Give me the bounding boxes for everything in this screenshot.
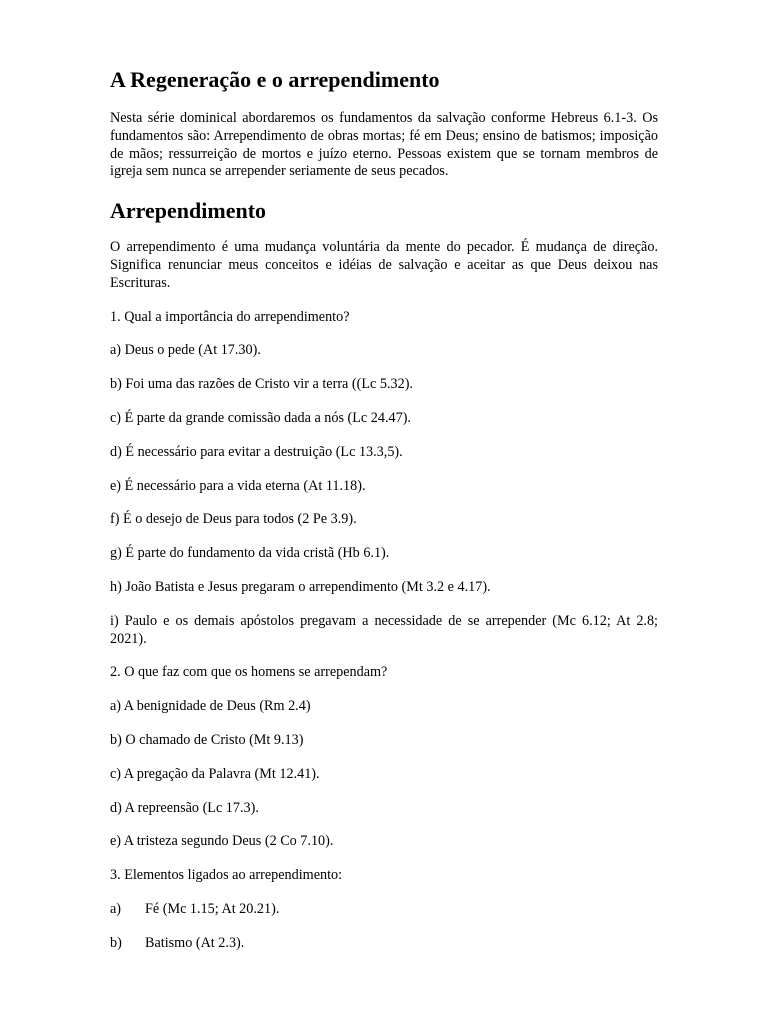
section-heading: Arrependimento: [110, 198, 267, 224]
q1-item-f: f) É o desejo de Deus para todos (2 Pe 3.9).: [110, 511, 357, 528]
q2-item-a: a) A benignidade de Deus (Rm 2.4): [110, 698, 311, 715]
q3-item-a: [110, 901, 658, 919]
intro-paragraph: Nesta série dominical abordaremos os fundamentos da salvação conforme Hebreus 6.1-3. Os fundamentos são: Arrependimento de obras mortas; fé em Deus; ensino de batismos; imposição de mãos; ressurreição de mortos e juízo eterno. Pessoas existem que se tornam membros de igreja sem nunca se arrepender seriamente de seus pecados.: [110, 110, 658, 180]
q1-item-g: g) É parte do fundamento da vida cristã (Hb 6.1).: [110, 545, 390, 562]
definition-paragraph: O arrependimento é uma mudança voluntária da mente do pecador. É mudança de direção. Significa renunciar meus conceitos e idéias de salvação e aceitar as que Deus deixou nas Escrituras.: [110, 239, 658, 291]
q2-item-e: e) A tristeza segundo Deus (2 Co 7.10).: [110, 833, 334, 850]
list-marker: b): [110, 934, 122, 951]
q1-item-h: h) João Batista e Jesus pregaram o arrependimento (Mt 3.2 e 4.17).: [110, 578, 491, 595]
q1-item-b: b) Foi uma das razões de Cristo vir a terra ((Lc 5.32).: [110, 376, 413, 393]
q2-item-b: b) O chamado de Cristo (Mt 9.13): [110, 731, 304, 748]
question-2: 2. O que faz com que os homens se arrependam?: [110, 664, 388, 681]
question-1: 1. Qual a importância do arrependimento?: [110, 308, 350, 325]
q1-item-i: i) Paulo e os demais apóstolos pregavam a necessidade de se arrepender (Mc 6.12; At 2.8; 2021).: [110, 612, 658, 647]
q1-item-a: a) Deus o pede (At 17.30).: [110, 342, 261, 359]
list-item-text: Fé (Mc 1.15; At 20.21).: [145, 900, 280, 917]
q1-item-c: c) É parte da grande comissão dada a nós (Lc 24.47).: [110, 409, 411, 426]
document-title: A Regeneração e o arrependimento: [110, 67, 440, 92]
q2-item-d: d) A repreensão (Lc 17.3).: [110, 799, 259, 816]
q2-item-c: c) A pregação da Palavra (Mt 12.41).: [110, 765, 320, 782]
q3-item-b: [110, 935, 658, 953]
list-marker: a): [110, 900, 122, 917]
q1-item-d: d) É necessário para evitar a destruição (Lc 13.3,5).: [110, 443, 403, 460]
question-3: 3. Elementos ligados ao arrependimento:: [110, 867, 343, 884]
q1-item-e: e) É necessário para a vida eterna (At 11.18).: [110, 477, 366, 494]
list-item-text: Batismo (At 2.3).: [145, 934, 245, 951]
document-page: [110, 66, 658, 969]
